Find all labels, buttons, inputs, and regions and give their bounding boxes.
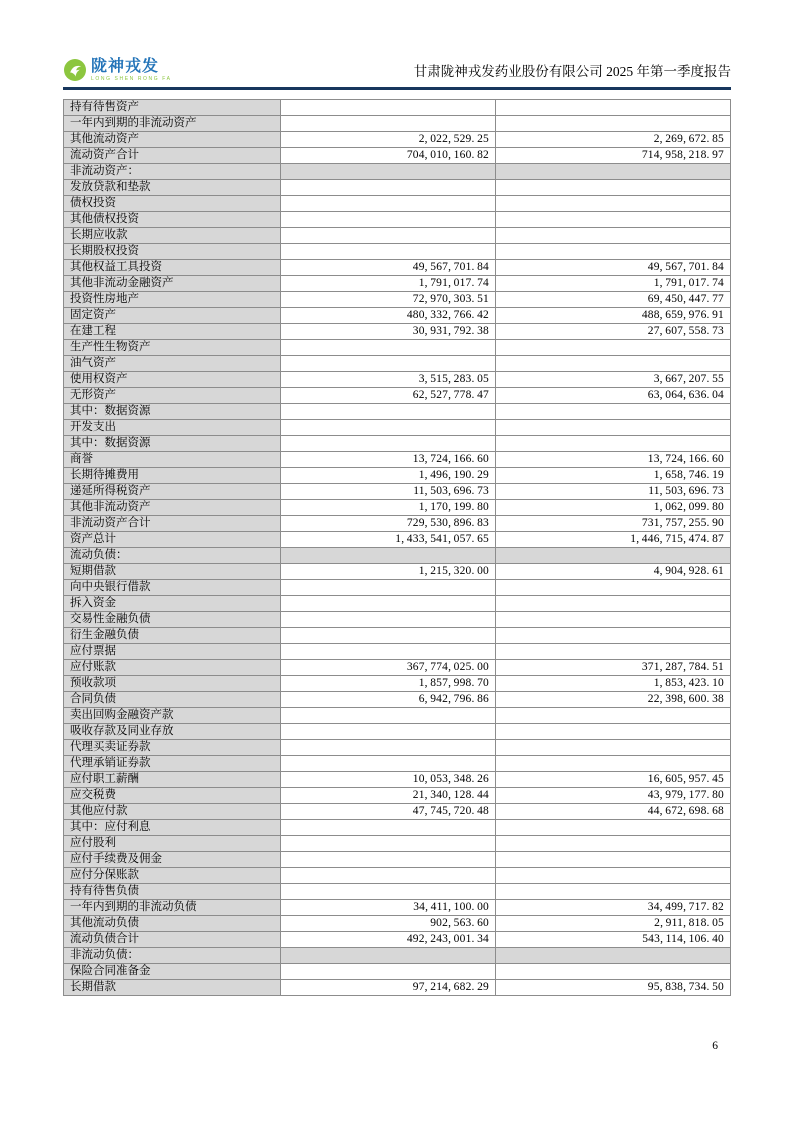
row-label-cell: 流动负债： — [64, 548, 281, 564]
table-row — [64, 820, 731, 836]
amount-previous-cell: 44, 672, 698. 68 — [496, 804, 731, 820]
amount-current-cell: 1, 791, 017. 74 — [281, 276, 496, 292]
amount-current-cell: 13, 724, 166. 60 — [281, 452, 496, 468]
row-label-cell: 应付股利 — [64, 836, 281, 852]
amount-current-cell: 1, 433, 541, 057. 65 — [281, 532, 496, 548]
row-label-cell: 发放贷款和垫款 — [64, 180, 281, 196]
amount-current-cell: 1, 170, 199. 80 — [281, 500, 496, 516]
row-label-cell: 应付票据 — [64, 644, 281, 660]
amount-current-cell: 1, 857, 998. 70 — [281, 676, 496, 692]
amount-current-cell — [281, 708, 496, 724]
row-label-cell: 其他权益工具投资 — [64, 260, 281, 276]
amount-current-cell — [281, 740, 496, 756]
row-label-cell: 在建工程 — [64, 324, 281, 340]
table-row — [64, 500, 731, 516]
table-row — [64, 948, 731, 964]
report-title: 甘肃陇神戎发药业股份有限公司 2025 年第一季度报告 — [413, 64, 731, 79]
table-row — [64, 372, 731, 388]
table-row — [64, 644, 731, 660]
table-row — [64, 260, 731, 276]
row-label-cell: 长期借款 — [64, 980, 281, 996]
amount-current-cell: 729, 530, 896. 83 — [281, 516, 496, 532]
table-row — [64, 692, 731, 708]
row-label-cell: 其他应付款 — [64, 804, 281, 820]
amount-previous-cell — [496, 836, 731, 852]
amount-current-cell — [281, 836, 496, 852]
amount-previous-cell: 4, 904, 928. 61 — [496, 564, 731, 580]
row-label-cell: 吸收存款及同业存放 — [64, 724, 281, 740]
amount-current-cell: 6, 942, 796. 86 — [281, 692, 496, 708]
table-row — [64, 980, 731, 996]
amount-previous-cell — [496, 612, 731, 628]
amount-previous-cell: 22, 398, 600. 38 — [496, 692, 731, 708]
row-label-cell: 生产性生物资产 — [64, 340, 281, 356]
logo-pinwheel-icon — [63, 58, 87, 82]
row-label-cell: 使用权资产 — [64, 372, 281, 388]
logo-brand-cn: 陇神戎发 — [91, 57, 160, 75]
amount-previous-cell: 731, 757, 255. 90 — [496, 516, 731, 532]
table-row — [64, 804, 731, 820]
table-row — [64, 356, 731, 372]
row-label-cell: 拆入资金 — [64, 596, 281, 612]
amount-current-cell — [281, 420, 496, 436]
amount-previous-cell — [496, 884, 731, 900]
logo-brand-en: LONG SHEN RONG FA — [91, 75, 172, 82]
header-rule — [63, 87, 731, 90]
amount-current-cell — [281, 244, 496, 260]
amount-previous-cell — [496, 100, 731, 116]
row-label-cell: 长期股权投资 — [64, 244, 281, 260]
amount-current-cell — [281, 868, 496, 884]
row-label-cell: 一年内到期的非流动资产 — [64, 116, 281, 132]
amount-current-cell: 30, 931, 792. 38 — [281, 324, 496, 340]
table-row — [64, 916, 731, 932]
row-label-cell: 其中：数据资源 — [64, 436, 281, 452]
amount-current-cell — [281, 820, 496, 836]
table-row — [64, 612, 731, 628]
row-label-cell: 应付手续费及佣金 — [64, 852, 281, 868]
table-row — [64, 324, 731, 340]
row-label-cell: 债权投资 — [64, 196, 281, 212]
amount-current-cell — [281, 948, 496, 964]
amount-previous-cell — [496, 852, 731, 868]
table-row — [64, 564, 731, 580]
row-label-cell: 应付职工薪酬 — [64, 772, 281, 788]
row-label-cell: 长期应收款 — [64, 228, 281, 244]
amount-previous-cell: 488, 659, 976. 91 — [496, 308, 731, 324]
amount-previous-cell — [496, 948, 731, 964]
amount-current-cell: 492, 243, 001. 34 — [281, 932, 496, 948]
amount-previous-cell: 34, 499, 717. 82 — [496, 900, 731, 916]
amount-current-cell — [281, 116, 496, 132]
amount-previous-cell: 1, 791, 017. 74 — [496, 276, 731, 292]
amount-previous-cell — [496, 740, 731, 756]
row-label-cell: 非流动资产： — [64, 164, 281, 180]
row-label-cell: 非流动资产合计 — [64, 516, 281, 532]
row-label-cell: 油气资产 — [64, 356, 281, 372]
amount-current-cell — [281, 644, 496, 660]
amount-current-cell: 480, 332, 766. 42 — [281, 308, 496, 324]
amount-previous-cell: 1, 853, 423. 10 — [496, 676, 731, 692]
row-label-cell: 持有待售负债 — [64, 884, 281, 900]
row-label-cell: 一年内到期的非流动负债 — [64, 900, 281, 916]
amount-current-cell — [281, 724, 496, 740]
row-label-cell: 其他债权投资 — [64, 212, 281, 228]
amount-current-cell: 1, 215, 320. 00 — [281, 564, 496, 580]
amount-previous-cell — [496, 580, 731, 596]
row-label-cell: 资产总计 — [64, 532, 281, 548]
table-row — [64, 852, 731, 868]
amount-current-cell: 3, 515, 283. 05 — [281, 372, 496, 388]
row-label-cell: 流动资产合计 — [64, 148, 281, 164]
table-row — [64, 756, 731, 772]
amount-current-cell: 11, 503, 696. 73 — [281, 484, 496, 500]
table-row — [64, 708, 731, 724]
amount-current-cell: 1, 496, 190. 29 — [281, 468, 496, 484]
amount-previous-cell: 2, 911, 818. 05 — [496, 916, 731, 932]
amount-previous-cell — [496, 820, 731, 836]
table-row — [64, 932, 731, 948]
amount-current-cell — [281, 548, 496, 564]
row-label-cell: 无形资产 — [64, 388, 281, 404]
amount-current-cell — [281, 596, 496, 612]
row-label-cell: 其他流动资产 — [64, 132, 281, 148]
amount-previous-cell: 16, 605, 957. 45 — [496, 772, 731, 788]
table-row — [64, 596, 731, 612]
amount-previous-cell: 714, 958, 218. 97 — [496, 148, 731, 164]
amount-current-cell — [281, 628, 496, 644]
amount-previous-cell — [496, 228, 731, 244]
amount-previous-cell — [496, 340, 731, 356]
amount-current-cell — [281, 404, 496, 420]
amount-current-cell — [281, 228, 496, 244]
row-label-cell: 合同负债 — [64, 692, 281, 708]
table-row — [64, 388, 731, 404]
row-label-cell: 其他非流动金融资产 — [64, 276, 281, 292]
amount-current-cell — [281, 436, 496, 452]
amount-previous-cell — [496, 420, 731, 436]
amount-previous-cell — [496, 436, 731, 452]
amount-current-cell: 72, 970, 303. 51 — [281, 292, 496, 308]
logo-text-block — [91, 59, 172, 82]
amount-current-cell — [281, 356, 496, 372]
amount-previous-cell — [496, 116, 731, 132]
row-label-cell: 卖出回购金融资产款 — [64, 708, 281, 724]
table-row — [64, 660, 731, 676]
table-row — [64, 740, 731, 756]
amount-previous-cell — [496, 596, 731, 612]
amount-current-cell: 49, 567, 701. 84 — [281, 260, 496, 276]
amount-previous-cell — [496, 212, 731, 228]
row-label-cell: 固定资产 — [64, 308, 281, 324]
table-row — [64, 148, 731, 164]
amount-previous-cell — [496, 244, 731, 260]
table-row — [64, 340, 731, 356]
table-row — [64, 196, 731, 212]
amount-previous-cell — [496, 644, 731, 660]
table-row — [64, 180, 731, 196]
row-label-cell: 短期借款 — [64, 564, 281, 580]
page-number: 6 — [712, 1040, 718, 1052]
amount-current-cell — [281, 164, 496, 180]
amount-current-cell — [281, 196, 496, 212]
balance-sheet-body — [64, 100, 731, 996]
amount-previous-cell — [496, 628, 731, 644]
amount-previous-cell — [496, 164, 731, 180]
amount-current-cell — [281, 852, 496, 868]
amount-previous-cell: 49, 567, 701. 84 — [496, 260, 731, 276]
row-label-cell: 递延所得税资产 — [64, 484, 281, 500]
table-row — [64, 836, 731, 852]
amount-previous-cell — [496, 724, 731, 740]
row-label-cell: 代理买卖证券款 — [64, 740, 281, 756]
table-row — [64, 100, 731, 116]
table-row — [64, 404, 731, 420]
row-label-cell: 保险合同准备金 — [64, 964, 281, 980]
row-label-cell: 开发支出 — [64, 420, 281, 436]
amount-previous-cell: 543, 114, 106. 40 — [496, 932, 731, 948]
amount-current-cell: 367, 774, 025. 00 — [281, 660, 496, 676]
amount-current-cell — [281, 756, 496, 772]
row-label-cell: 非流动负债： — [64, 948, 281, 964]
table-row — [64, 628, 731, 644]
table-row — [64, 276, 731, 292]
amount-previous-cell: 1, 062, 099. 80 — [496, 500, 731, 516]
table-row — [64, 532, 731, 548]
amount-current-cell: 902, 563. 60 — [281, 916, 496, 932]
amount-previous-cell — [496, 356, 731, 372]
table-row — [64, 772, 731, 788]
row-label-cell: 其他非流动资产 — [64, 500, 281, 516]
table-row — [64, 484, 731, 500]
amount-current-cell — [281, 340, 496, 356]
amount-current-cell: 34, 411, 100. 00 — [281, 900, 496, 916]
table-row — [64, 676, 731, 692]
row-label-cell: 应付账款 — [64, 660, 281, 676]
amount-current-cell — [281, 884, 496, 900]
company-logo — [63, 58, 172, 82]
table-row — [64, 420, 731, 436]
amount-current-cell — [281, 964, 496, 980]
amount-current-cell — [281, 612, 496, 628]
table-row — [64, 212, 731, 228]
table-row — [64, 452, 731, 468]
amount-previous-cell — [496, 548, 731, 564]
amount-current-cell: 97, 214, 682. 29 — [281, 980, 496, 996]
amount-previous-cell — [496, 196, 731, 212]
table-row — [64, 868, 731, 884]
amount-previous-cell — [496, 756, 731, 772]
amount-previous-cell: 63, 064, 636. 04 — [496, 388, 731, 404]
row-label-cell: 持有待售资产 — [64, 100, 281, 116]
table-row — [64, 228, 731, 244]
amount-previous-cell — [496, 964, 731, 980]
row-label-cell: 交易性金融负债 — [64, 612, 281, 628]
amount-previous-cell: 69, 450, 447. 77 — [496, 292, 731, 308]
table-row — [64, 132, 731, 148]
amount-current-cell: 62, 527, 778. 47 — [281, 388, 496, 404]
table-row — [64, 884, 731, 900]
table-row — [64, 724, 731, 740]
amount-current-cell — [281, 580, 496, 596]
row-label-cell: 其他流动负债 — [64, 916, 281, 932]
amount-current-cell — [281, 100, 496, 116]
page-content — [63, 0, 731, 996]
row-label-cell: 其中：应付利息 — [64, 820, 281, 836]
amount-current-cell — [281, 180, 496, 196]
row-label-cell: 商誉 — [64, 452, 281, 468]
table-row — [64, 436, 731, 452]
table-row — [64, 292, 731, 308]
amount-current-cell: 21, 340, 128. 44 — [281, 788, 496, 804]
row-label-cell: 应付分保账款 — [64, 868, 281, 884]
row-label-cell: 预收款项 — [64, 676, 281, 692]
row-label-cell: 其中：数据资源 — [64, 404, 281, 420]
table-row — [64, 244, 731, 260]
amount-previous-cell: 371, 287, 784. 51 — [496, 660, 731, 676]
table-row — [64, 516, 731, 532]
amount-previous-cell — [496, 404, 731, 420]
amount-previous-cell: 11, 503, 696. 73 — [496, 484, 731, 500]
amount-current-cell — [281, 212, 496, 228]
amount-previous-cell: 27, 607, 558. 73 — [496, 324, 731, 340]
table-row — [64, 788, 731, 804]
amount-current-cell: 2, 022, 529. 25 — [281, 132, 496, 148]
table-row — [64, 900, 731, 916]
row-label-cell: 衍生金融负债 — [64, 628, 281, 644]
amount-previous-cell: 1, 446, 715, 474. 87 — [496, 532, 731, 548]
amount-previous-cell: 2, 269, 672. 85 — [496, 132, 731, 148]
balance-sheet-table — [63, 99, 731, 996]
table-row — [64, 308, 731, 324]
amount-previous-cell: 3, 667, 207. 55 — [496, 372, 731, 388]
amount-previous-cell: 13, 724, 166. 60 — [496, 452, 731, 468]
amount-current-cell: 704, 010, 160. 82 — [281, 148, 496, 164]
row-label-cell: 投资性房地产 — [64, 292, 281, 308]
table-row — [64, 580, 731, 596]
row-label-cell: 长期待摊费用 — [64, 468, 281, 484]
amount-previous-cell — [496, 180, 731, 196]
row-label-cell: 代理承销证券款 — [64, 756, 281, 772]
table-row — [64, 468, 731, 484]
amount-previous-cell: 43, 979, 177. 80 — [496, 788, 731, 804]
table-row — [64, 116, 731, 132]
page-header — [63, 0, 731, 82]
row-label-cell: 应交税费 — [64, 788, 281, 804]
amount-previous-cell: 1, 658, 746. 19 — [496, 468, 731, 484]
table-row — [64, 964, 731, 980]
table-row — [64, 164, 731, 180]
row-label-cell: 向中央银行借款 — [64, 580, 281, 596]
amount-current-cell: 10, 053, 348. 26 — [281, 772, 496, 788]
amount-previous-cell — [496, 708, 731, 724]
amount-previous-cell — [496, 868, 731, 884]
table-row — [64, 548, 731, 564]
amount-previous-cell: 95, 838, 734. 50 — [496, 980, 731, 996]
row-label-cell: 流动负债合计 — [64, 932, 281, 948]
amount-current-cell: 47, 745, 720. 48 — [281, 804, 496, 820]
